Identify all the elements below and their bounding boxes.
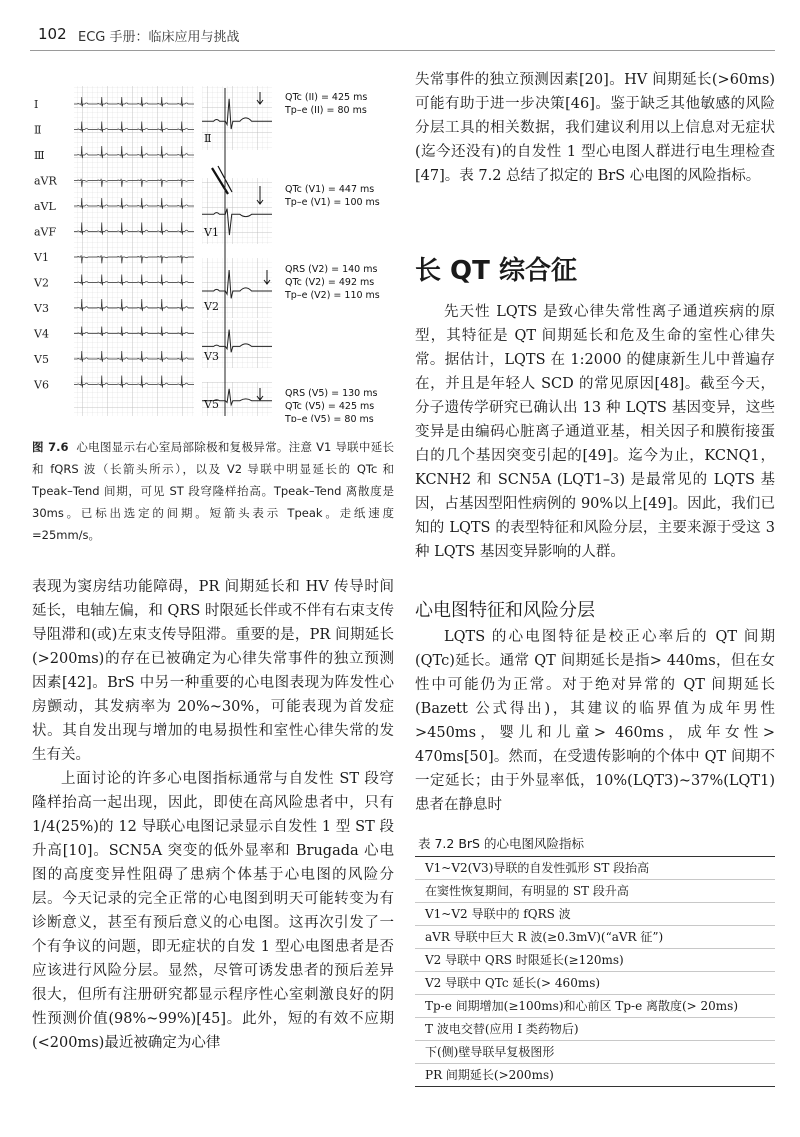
heading-lqt: 长 QT 综合征	[415, 256, 577, 286]
table-row: aVR 导联中巨大 R 波(≥0.3mV)(“aVR 征”)	[415, 926, 775, 949]
panel-lead-label: V5	[204, 398, 219, 411]
book-title: ECG 手册：临床应用与挑战	[78, 30, 240, 45]
lead-label: Ⅱ	[34, 123, 42, 137]
ecg-figure-svg	[32, 82, 394, 422]
lead-label: V1	[34, 251, 49, 264]
panel-measurement: QTc (V1) = 447 ms	[285, 184, 375, 195]
panel-measurement: Tp–e (II) = 80 ms	[285, 105, 367, 116]
panel-lead-label: Ⅱ	[204, 132, 212, 145]
lead-label: V4	[34, 327, 49, 341]
panel-measurement: QTc (V2) = 492 ms	[285, 277, 375, 288]
panel-lead-label: V3	[204, 350, 219, 363]
right-column	[415, 68, 775, 188]
right-paragraph-2: 先天性 LQTS 是致心律失常性离子通道疾病的原型，其特征是 QT 间期延长和危及生命的室性心律失常。据估计，LQTS 在 1:2000 的健康新生儿中普遍存在，并且是年轻人 SCD 的常见原因[48]。截至今天，分子遗传学研究已确认出 13 种 LQTS 基因变异，这些变异是由编码心脏离子通道亚基，相关因子和膜衔接蛋白的几个基因突变引起的[49]。迄今为止，KCNQ1，KCNH2 和 SCN5A (LQT1–3) 是最常见的 LQTS 基因，占基因型阳性病例的 90%以上[49]。因此，我们已知的 LQTS 的表型特征和风险分层，主要来源于受这 3 种 LQTS 基因变异影响的人群。	[415, 304, 775, 560]
ecg-left-labels	[33, 98, 58, 392]
panel-measurement: Tp–e (V2) = 110 ms	[285, 290, 380, 301]
page-header	[0, 0, 800, 52]
left-paragraph-1: 表现为窦房结功能障碍，PR 间期延长和 HV 传导时间延长，电轴左偏，和 QRS 时限延长伴或不伴有右束支传导阻滞和(或)左束支传导阻滞。重要的是，PR 间期延长(>200ms)的存在已被确定为心律失常事件的独立预测因素[42]。BrS 中另一种重要的心电图表现为阵发性心房颤动，其发病率为 20%~30%，可能表现为首发症状。其自发出现与增加的电易损性和室性心律失常的发生有关。	[32, 579, 394, 763]
figure-caption-text: 心电图显示右心室局部除极和复极异常。注意 V1 导联中延长和 fQRS 波（长箭头所示），以及 V2 导联中明显延长的 QTc 和 Tpeak–Tend 间期，可见 ST 段穹隆样抬高。Tpeak–Tend 离散度是 30ms。已标出选定的间期。短箭头表示 Tpeak。走纸速度=25mm/s。	[32, 440, 394, 542]
right-paragraph-2-wrap	[415, 300, 775, 564]
right-paragraph-3: LQTS 的心电图特征是校正心率后的 QT 间期(QTc)延长。通常 QT 间期延长是指> 440ms，但在女性中可能仍为正常。对于绝对异常的 QT 间期延长(Bazett 公式得出)，其建议的临界值为成年男性>450ms，婴儿和儿童> 460ms，成年女性> 470ms[50]。然而，在受遗传影响的个体中 QT 间期不一定延长；由于外显率低，10%(LQT3)~37%(LQT1)患者在静息时	[415, 629, 775, 813]
panel-measurement: QRS (V5) = 130 ms	[285, 388, 378, 399]
ecg-panel-grid	[202, 86, 272, 150]
ecg-grid-left	[74, 86, 194, 416]
lead-label: aVF	[34, 225, 57, 239]
ecg-right-panels	[202, 86, 380, 422]
lead-label: Ⅲ	[34, 149, 45, 162]
lead-label: V6	[34, 378, 49, 392]
panel-measurement: QTc (II) = 425 ms	[285, 92, 368, 103]
right-paragraph-1: 失常事件的独立预测因素[20]。HV 间期延长(>60ms)可能有助于进一步决策[46]。鉴于缺乏其他敏感的风险分层工具的相关数据，我们建议利用以上信息对无症状(迄今还没有)的自发性 1 型心电图人群进行电生理检查[47]。表 7.2 总结了拟定的 BrS 心电图的风险指标。	[415, 72, 775, 184]
table-row: V1~V2 导联中的 fQRS 波	[415, 903, 775, 926]
table-row: V1~V2(V3)导联的自发性弧形 ST 段抬高	[415, 857, 775, 880]
panel-measurement: QRS (V2) = 140 ms	[285, 264, 378, 275]
page-number: 102	[38, 25, 67, 43]
panel-measurement: QTc (V5) = 425 ms	[285, 401, 375, 412]
left-paragraph-2: 上面讨论的许多心电图指标通常与自发性 ST 段穹隆样抬高一起出现，因此，即使在高风险患者中，只有 1/4(25%)的 12 导联心电图记录显示自发性 1 型 ST 段升高[10]。SCN5A 突变的低外显率和 Brugada 心电图的高度变异性阻碍了患病个体基于心电图的风险分层。今天记录的完全正常的心电图到明天可能转变为有诊断意义，甚至有预后意义的心电图。这再次引发了一个有争议的问题，即无症状的自发 1 型心电图患者是否应该进行风险分层。显然，尽管可诱发患者的预后差异很大，但所有注册研究都显示程序性心室刺激良好的阴性预测价值(98%~99%)[45]。此外，短的有效不应期(<200ms)最近被确定为心律	[32, 771, 394, 1051]
panel-lead-label: V2	[204, 300, 219, 313]
figure-caption-label: 图 7.6	[32, 440, 69, 454]
subheading-ecg-risk: 心电图特征和风险分层	[415, 600, 595, 621]
right-paragraph-3-wrap	[415, 625, 775, 817]
lead-label: V5	[34, 353, 49, 366]
panel-measurement: Tp–e (V5) = 80 ms	[285, 414, 374, 422]
lead-label: V3	[34, 302, 49, 315]
header-rule	[30, 50, 775, 51]
lead-label: Ⅰ	[34, 98, 39, 111]
table-title: 表 7.2 BrS 的心电图风险指标	[418, 836, 584, 851]
panel-lead-label: V1	[204, 226, 219, 239]
figure-caption	[32, 436, 394, 546]
table-row: Tp-e 间期增加(≥100ms)和心前区 Tp-e 离散度(> 20ms)	[415, 995, 775, 1018]
left-column	[32, 575, 394, 1055]
ecg-figure	[32, 82, 394, 422]
table-row: T 波电交替(应用 Ⅰ 类药物后)	[415, 1018, 775, 1041]
table-row: PR 间期延长(>200ms)	[425, 1068, 554, 1082]
table-row: 下(侧)壁导联早复极图形	[415, 1041, 775, 1064]
risk-table	[415, 856, 775, 1087]
lead-label: V2	[34, 276, 49, 290]
table-row: V2 导联中 QTc 延长(> 460ms)	[415, 972, 775, 995]
lead-label: aVR	[34, 174, 57, 188]
panel-measurement: Tp–e (V1) = 100 ms	[285, 197, 380, 208]
lead-label: aVL	[34, 200, 56, 213]
table-row: 在窦性恢复期间，有明显的 ST 段升高	[415, 880, 775, 903]
table-row: V2 导联中 QRS 时限延长(≥120ms)	[415, 949, 775, 972]
